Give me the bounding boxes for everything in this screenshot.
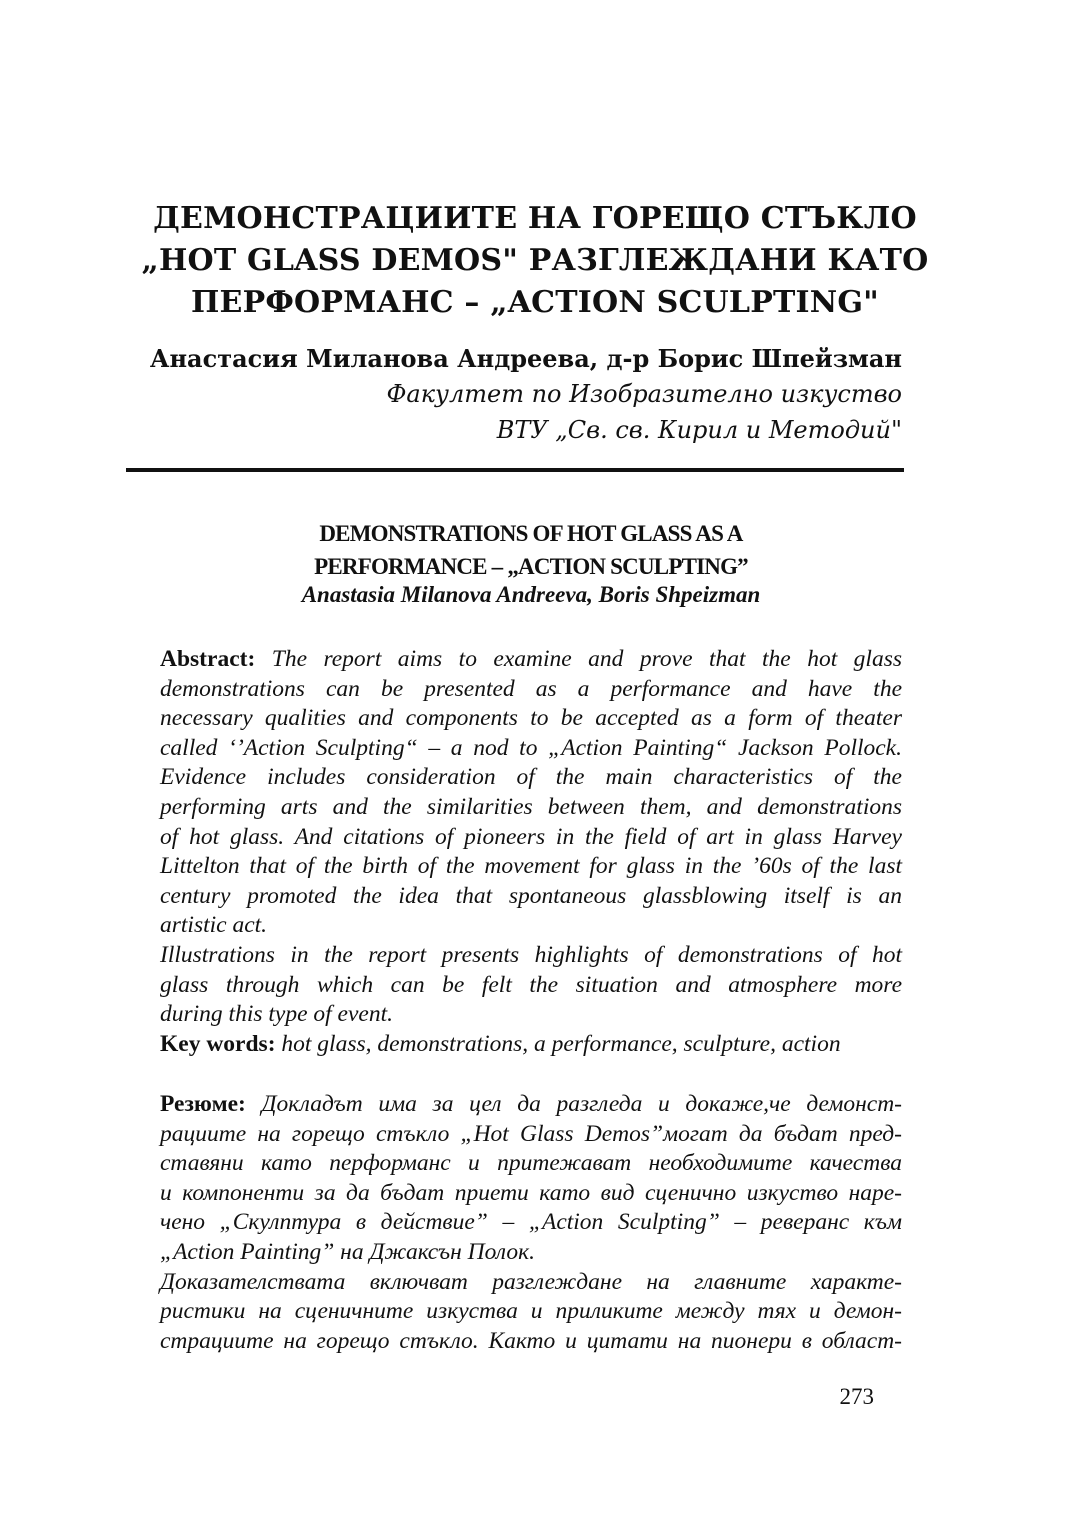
english-authors: Anastasia Milanova Andreeva, Boris Shpeizman bbox=[301, 582, 761, 607]
bulgarian-title-line-2: „HOT GLASS DEMOS" РАЗГЛЕЖДАНИ КАТО bbox=[141, 243, 929, 278]
abstract-label: Abstract: bbox=[160, 646, 256, 672]
resume-line: ристики на сценичните изкуства и приликите между тях и демон- bbox=[160, 1298, 902, 1325]
abstract-line: called ‘’Action Sculpting“ – a nod to „Action Painting“ Jackson Pollock. bbox=[160, 734, 902, 761]
bulgarian-authors: Анастасия Миланова Андреева, д-р Борис Шпейзман bbox=[149, 344, 902, 373]
english-title-line-2: PERFORMANCE – „ACTION SCULPTING” bbox=[314, 554, 748, 579]
header-divider bbox=[126, 468, 904, 472]
resume-line: рациите на горещо стъкло „Hot Glass Demos”могат да бъдат пред- bbox=[160, 1120, 902, 1147]
abstract-line: artistic act. bbox=[160, 912, 268, 939]
resume-line: Доказателствата включват разглеждане на главните характе- bbox=[160, 1268, 902, 1295]
resume-label: Резюме: bbox=[160, 1091, 246, 1117]
abstract-line: glass through which can be felt the situation and atmosphere more bbox=[160, 971, 902, 998]
affiliation-faculty: Факултет по Изобразително изкуство bbox=[386, 380, 902, 408]
abstract-line: Abstract: The report aims to examine and prove that the hot glass bbox=[160, 646, 903, 672]
abstract-line: necessary qualities and components to be accepted as a form of theater bbox=[160, 705, 902, 732]
resume-section bbox=[160, 1090, 902, 1356]
resume-line: ставяни като перформанс и притежават необходимите качества bbox=[160, 1150, 902, 1177]
abstract-line: Evidence includes consideration of the main characteristics of the bbox=[160, 764, 902, 791]
affiliation-university: ВТУ „Св. св. Кирил и Методий" bbox=[496, 416, 902, 444]
abstract-line: during this type of event. bbox=[160, 1001, 393, 1028]
resume-line: страциите на горещо стъкло. Както и цитати на пионери в област- bbox=[160, 1327, 902, 1354]
resume-line: чено „Скулптура в действие” – „Action Sculpting” – реверанс към bbox=[160, 1209, 902, 1236]
abstract-line: Littelton that of the birth of the movement for glass in the ’60s of the last bbox=[160, 853, 902, 880]
resume-line: „Action Painting” на Джаксън Полок. bbox=[160, 1238, 535, 1265]
bulgarian-title-line-1: ДЕМОНСТРАЦИИТЕ НА ГОРЕЩО СТЪКЛО bbox=[153, 201, 917, 236]
keywords-line bbox=[160, 1030, 902, 1060]
english-title-line-1: DEMONSTRATIONS OF HOT GLASS AS A bbox=[319, 521, 743, 546]
abstract-line: century promoted the idea that spontaneous glassblowing itself is an bbox=[160, 882, 902, 909]
english-title bbox=[160, 517, 902, 583]
abstract-line: of hot glass. And citations of pioneers in the field of art in glass Harvey bbox=[160, 823, 902, 850]
abstract-line: performing arts and the similarities between them, and demonstrations bbox=[160, 793, 902, 820]
abstract-line: demonstrations can be presented as a performance and have the bbox=[160, 675, 902, 702]
resume-line: Резюме: Докладът има за цел да разгледа и докаже,че демонст- bbox=[160, 1091, 903, 1117]
page-number: 273 bbox=[839, 1384, 874, 1409]
resume-line: и компоненти за да бъдат приети като вид сценично изкуство наре- bbox=[160, 1179, 902, 1206]
abstract-line: Illustrations in the report presents highlights of demonstrations of hot bbox=[160, 941, 902, 968]
keywords-label: Key words: bbox=[160, 1030, 276, 1057]
keywords-text: hot glass, demonstrations, a performance, sculpture, action bbox=[281, 1030, 841, 1057]
bulgarian-title-line-3: ПЕРФОРМАНС – „ACTION SCULPTING" bbox=[190, 285, 879, 320]
bulgarian-title bbox=[120, 198, 950, 324]
abstract-section bbox=[160, 645, 902, 1059]
